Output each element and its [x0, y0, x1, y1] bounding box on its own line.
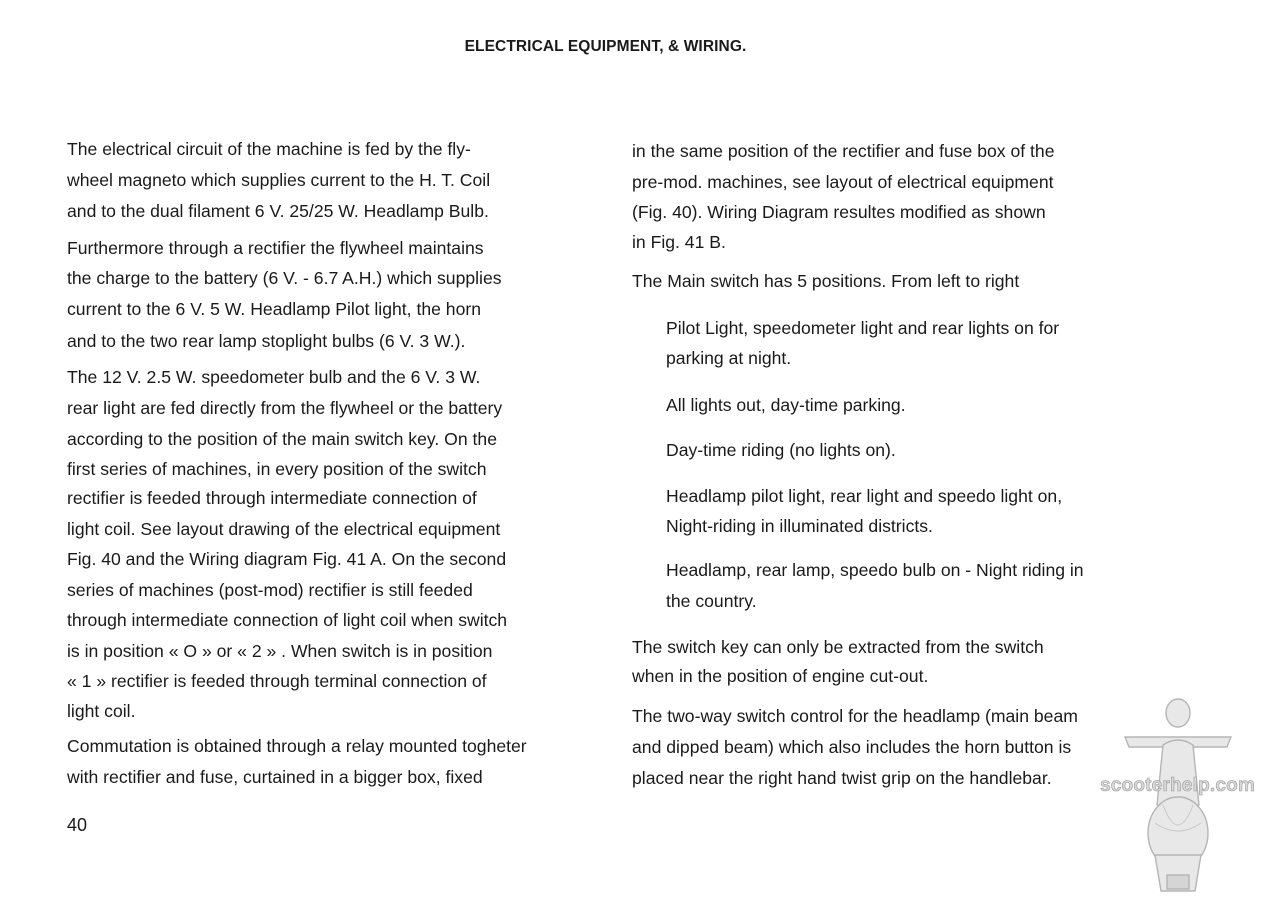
watermark-text: scooterhelp.com	[1100, 775, 1256, 796]
text-line: and to the dual filament 6 V. 25/25 W. Headlamp Bulb.	[67, 201, 489, 221]
switch-position-item: Headlamp, rear lamp, speedo bulb on - Night riding in	[666, 560, 1084, 580]
text-line: The Main switch has 5 positions. From left to right	[632, 271, 1020, 291]
watermark	[1095, 695, 1275, 900]
text-line: series of machines (post-mod) rectifier is still feeded	[67, 580, 473, 600]
text-line: wheel magneto which supplies current to the H. T. Coil	[67, 170, 491, 190]
switch-position-item: Night-riding in illuminated districts.	[666, 516, 933, 536]
text-line: current to the 6 V. 5 W. Headlamp Pilot light, the horn	[67, 299, 482, 319]
page-number: 40	[67, 815, 88, 835]
switch-position-item: the country.	[666, 591, 757, 611]
text-line: rectifier is feeded through intermediate connection of	[67, 488, 477, 508]
text-line: with rectifier and fuse, curtained in a bigger box, fixed	[67, 767, 483, 787]
page-header: ELECTRICAL EQUIPMENT, & WIRING.	[464, 38, 747, 55]
text-line: rear light are fed directly from the flywheel or the battery	[67, 398, 503, 418]
text-line: light coil.	[67, 701, 136, 721]
switch-position-item: Pilot Light, speedometer light and rear lights on for	[666, 318, 1060, 338]
text-line: according to the position of the main switch key. On the	[67, 429, 497, 449]
text-line: in Fig. 41 B.	[632, 232, 726, 252]
scooter-icon	[1095, 695, 1275, 900]
text-line: and dipped beam) which also includes the horn button is	[632, 737, 1072, 757]
text-line: The 12 V. 2.5 W. speedometer bulb and the 6 V. 3 W.	[67, 367, 481, 387]
switch-position-item: Headlamp pilot light, rear light and speedo light on,	[666, 486, 1063, 506]
text-line: through intermediate connection of light coil when switch	[67, 610, 508, 630]
text-line: pre-mod. machines, see layout of electrical equipment	[632, 172, 1054, 192]
switch-position-item: parking at night.	[666, 348, 792, 368]
text-line: Furthermore through a rectifier the flywheel maintains	[67, 238, 484, 258]
text-line: The switch key can only be extracted from the switch	[632, 637, 1044, 657]
text-line: (Fig. 40). Wiring Diagram resultes modified as shown	[632, 202, 1046, 222]
text-line: The two-way switch control for the headlamp (main beam	[632, 706, 1078, 726]
text-line: light coil. See layout drawing of the electrical equipment	[67, 519, 501, 539]
text-line: The electrical circuit of the machine is fed by the fly-	[67, 139, 471, 159]
text-line: « 1 » rectifier is feeded through terminal connection of	[67, 671, 487, 691]
switch-position-item: All lights out, day-time parking.	[666, 395, 906, 415]
text-line: first series of machines, in every position of the switch	[67, 459, 487, 479]
text-line: Fig. 40 and the Wiring diagram Fig. 41 A. On the second	[67, 549, 507, 569]
text-line: in the same position of the rectifier and fuse box of the	[632, 141, 1055, 161]
text-line: Commutation is obtained through a relay mounted togheter	[67, 736, 527, 756]
text-line: placed near the right hand twist grip on the handlebar.	[632, 768, 1052, 788]
text-line: when in the position of engine cut-out.	[632, 666, 929, 686]
text-line: the charge to the battery (6 V. - 6.7 A.H.) which supplies	[67, 268, 502, 288]
text-line: and to the two rear lamp stoplight bulbs (6 V. 3 W.).	[67, 331, 466, 351]
switch-position-item: Day-time riding (no lights on).	[666, 440, 896, 460]
text-line: is in position « O » or « 2 » . When switch is in position	[67, 641, 493, 661]
